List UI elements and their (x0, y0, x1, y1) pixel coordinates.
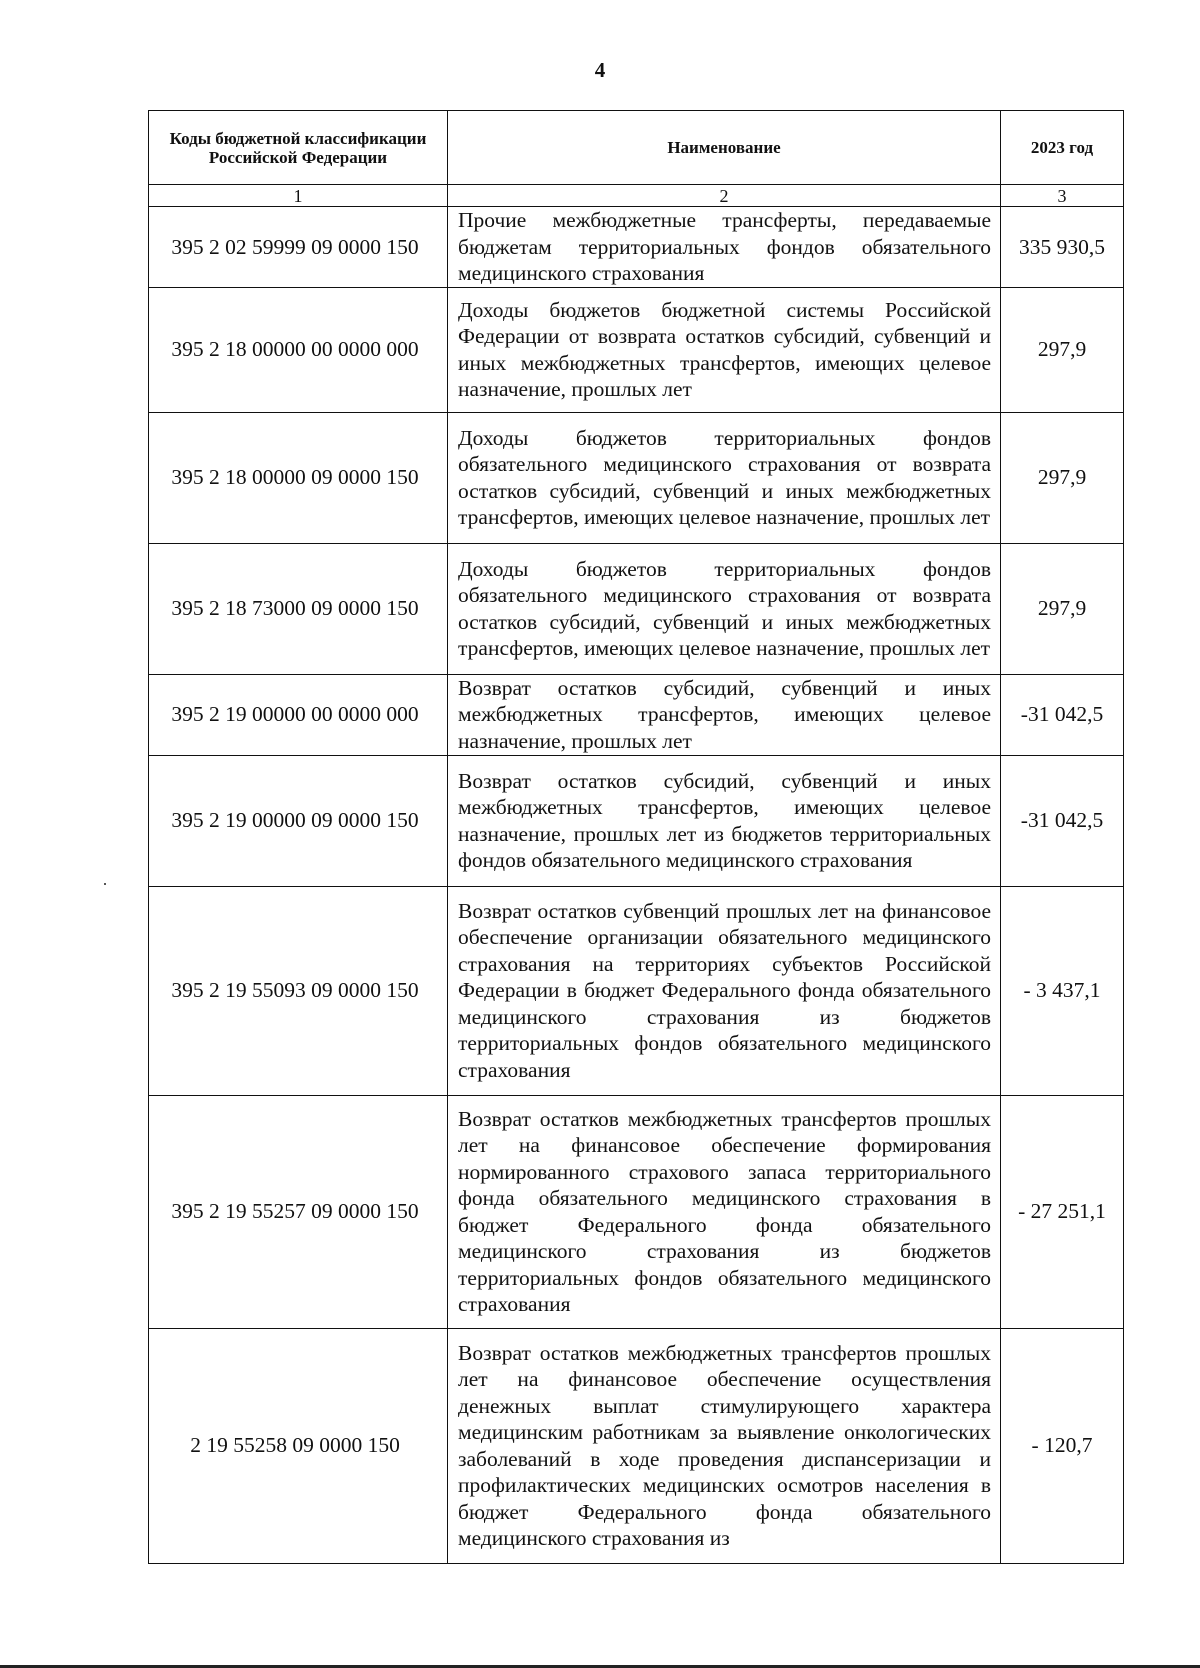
item-name: Возврат остатков субвенций прошлых лет на финансовое обеспечение организации обязательного медицинского страхования на территориях субъектов Российской Федерации в бюджет Федерального фонда обязательного медицинского страхования из бюджетов территориальных фондов обязательного медицинского страхования (448, 886, 1001, 1095)
amount-2023: 335 930,5 (1001, 207, 1124, 288)
table-row (149, 543, 1124, 674)
column-number: 3 (1001, 185, 1124, 207)
item-name: Возврат остатков межбюджетных трансфертов прошлых лет на финансовое обеспечение формирования нормированного страхового запаса территориального фонда обязательного медицинского страхования в бюджет Федерального фонда обязательного медицинского страхования из бюджетов территориальных фондов обязательного медицинского страхования (448, 1095, 1001, 1328)
header-name: Наименование (448, 111, 1001, 185)
amount-2023: 297,9 (1001, 543, 1124, 674)
item-name: Возврат остатков субсидий, субвенций и иных межбюджетных трансфертов, имеющих целевое назначение, прошлых лет из бюджетов территориальных фондов обязательного медицинского страхования (448, 755, 1001, 886)
column-number-row (149, 185, 1124, 207)
item-name: Прочие межбюджетные трансферты, передаваемые бюджетам территориальных фондов обязательного медицинского страхования (448, 207, 1001, 288)
amount-2023: -31 042,5 (1001, 674, 1124, 755)
amount-2023: - 3 437,1 (1001, 886, 1124, 1095)
header-codes: Коды бюджетной классификации Российской Федерации (149, 111, 448, 185)
table-row (149, 674, 1124, 755)
budget-code: 395 2 18 00000 09 0000 150 (149, 412, 448, 543)
amount-2023: - 27 251,1 (1001, 1095, 1124, 1328)
budget-code: 395 2 18 73000 09 0000 150 (149, 543, 448, 674)
table-row (149, 1328, 1124, 1563)
table-row (149, 886, 1124, 1095)
budget-code: 395 2 02 59999 09 0000 150 (149, 207, 448, 288)
budget-code: 395 2 19 55257 09 0000 150 (149, 1095, 448, 1328)
table-row (149, 287, 1124, 412)
budget-code: 395 2 19 00000 09 0000 150 (149, 755, 448, 886)
page-number: 4 (594, 58, 606, 82)
amount-2023: 297,9 (1001, 412, 1124, 543)
table-row (149, 1095, 1124, 1328)
column-number: 1 (149, 185, 448, 207)
header-year: 2023 год (1001, 111, 1124, 185)
item-name: Доходы бюджетов территориальных фондов обязательного медицинского страхования от возврата остатков субсидий, субвенций и иных межбюджетных трансфертов, имеющих целевое назначение, прошлых лет (448, 543, 1001, 674)
amount-2023: - 120,7 (1001, 1328, 1124, 1563)
budget-code: 395 2 19 00000 00 0000 000 (149, 674, 448, 755)
table-row (149, 412, 1124, 543)
table-row (149, 755, 1124, 886)
amount-2023: 297,9 (1001, 287, 1124, 412)
amount-2023: -31 042,5 (1001, 755, 1124, 886)
item-name: Возврат остатков субсидий, субвенций и иных межбюджетных трансфертов, имеющих целевое назначение, прошлых лет (448, 674, 1001, 755)
budget-code: 395 2 19 55093 09 0000 150 (149, 886, 448, 1095)
column-number: 2 (448, 185, 1001, 207)
scan-speck (104, 883, 106, 885)
budget-code: 2 19 55258 09 0000 150 (149, 1328, 448, 1563)
header-row (149, 111, 1124, 185)
item-name: Возврат остатков межбюджетных трансфертов прошлых лет на финансовое обеспечение осуществления денежных выплат стимулирующего характера медицинским работникам за выявление онкологических заболеваний в ходе проведения диспансеризации и профилактических медицинских осмотров населения в бюджет Федерального фонда обязательного медицинского страхования из (448, 1328, 1001, 1563)
table-row (149, 207, 1124, 288)
budget-code: 395 2 18 00000 00 0000 000 (149, 287, 448, 412)
budget-table (148, 110, 1124, 1564)
item-name: Доходы бюджетов бюджетной системы Российской Федерации от возврата остатков субсидий, субвенций и иных межбюджетных трансфертов, имеющих целевое назначение, прошлых лет (448, 287, 1001, 412)
item-name: Доходы бюджетов территориальных фондов обязательного медицинского страхования от возврата остатков субсидий, субвенций и иных межбюджетных трансфертов, имеющих целевое назначение, прошлых лет (448, 412, 1001, 543)
